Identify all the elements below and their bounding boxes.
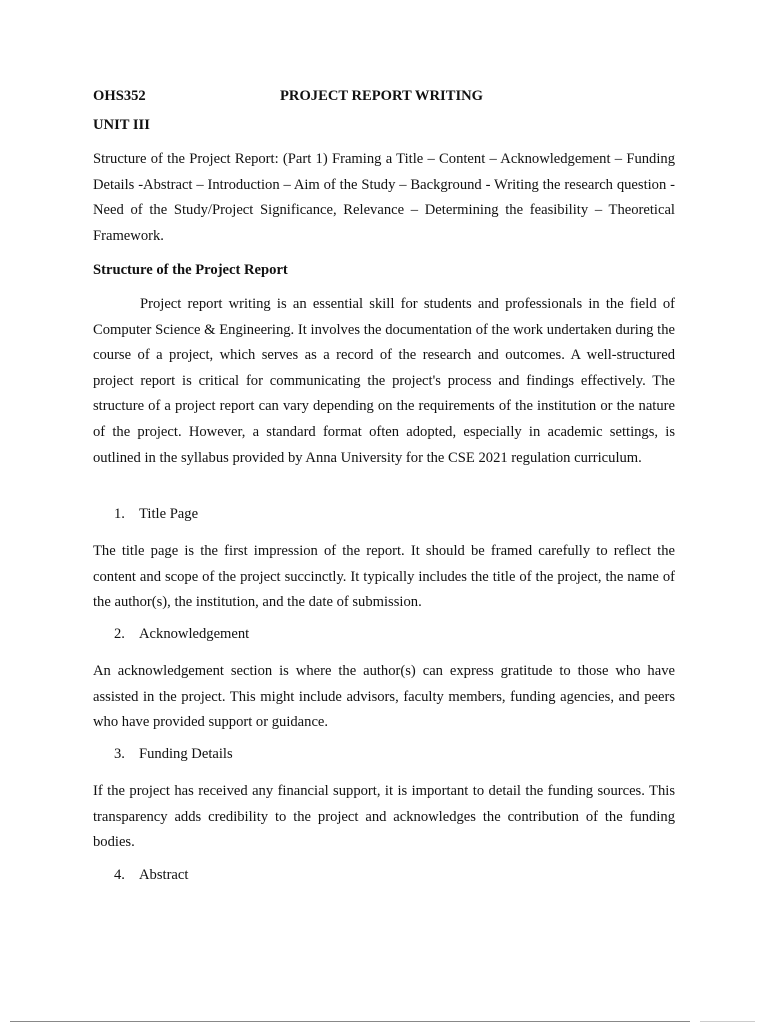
list-item-acknowledgement (114, 626, 249, 643)
list-item-number: 2. (114, 626, 125, 642)
list-item-title-page (114, 506, 198, 523)
intro-paragraph: Project report writing is an essential skill for students and professionals in the field of Computer Science & Engineering. It involves the documentation of the work undertaken during the course of a project, which serves as a record of the research and outcomes. A well-structured project report is critical for communicating the project's process and findings effectively. The structure of a project report can vary depending on the requirements of the institution or the nature of the project. However, a standard format often adopted, especially in academic settings, is outlined in the syllabus provided by Anna University for the CSE 2021 regulation curriculum. (93, 296, 675, 466)
section-heading: Structure of the Project Report (93, 262, 288, 278)
document-page (93, 0, 675, 1024)
title-page-paragraph: The title page is the first impression of the report. It should be framed carefully to reflect the content and scope of the project succinctly. It typically includes the title of the project, the name of the author(s), the institution, and the date of submission. (93, 543, 675, 611)
list-item-abstract (114, 867, 188, 884)
list-item-label: Abstract (139, 867, 189, 883)
page-bottom-divider (10, 1021, 690, 1022)
acknowledgement-paragraph: An acknowledgement section is where the author(s) can express gratitude to those who have assisted in the project. This might include advisors, faculty members, funding agencies, and peers who have provided support or guidance. (93, 663, 675, 731)
course-code: OHS352 (93, 88, 146, 104)
list-item-label: Title Page (139, 506, 199, 522)
unit-syllabus-paragraph: Structure of the Project Report: (Part 1) Framing a Title – Content – Acknowledgement – Funding Details -Abstract – Introduction – Aim of the Study – Background - Writing the research question - Need of the Study/Project Significance, Relevance – Determining the feasibility – Theoretical Framework. (93, 151, 675, 244)
document-title: PROJECT REPORT WRITING (280, 88, 484, 104)
list-item-number: 3. (114, 746, 125, 762)
list-item-number: 4. (114, 867, 125, 883)
list-item-label: Funding Details (139, 746, 233, 762)
list-item-label: Acknowledgement (139, 626, 250, 642)
unit-heading: UNIT III (93, 117, 150, 133)
list-item-funding-details (114, 746, 233, 763)
funding-paragraph: If the project has received any financial support, it is important to detail the funding sources. This transparency adds credibility to the project and acknowledges the contribution of the funding bodies. (93, 783, 675, 851)
list-item-number: 1. (114, 506, 125, 522)
page-bottom-mark (700, 1021, 755, 1022)
